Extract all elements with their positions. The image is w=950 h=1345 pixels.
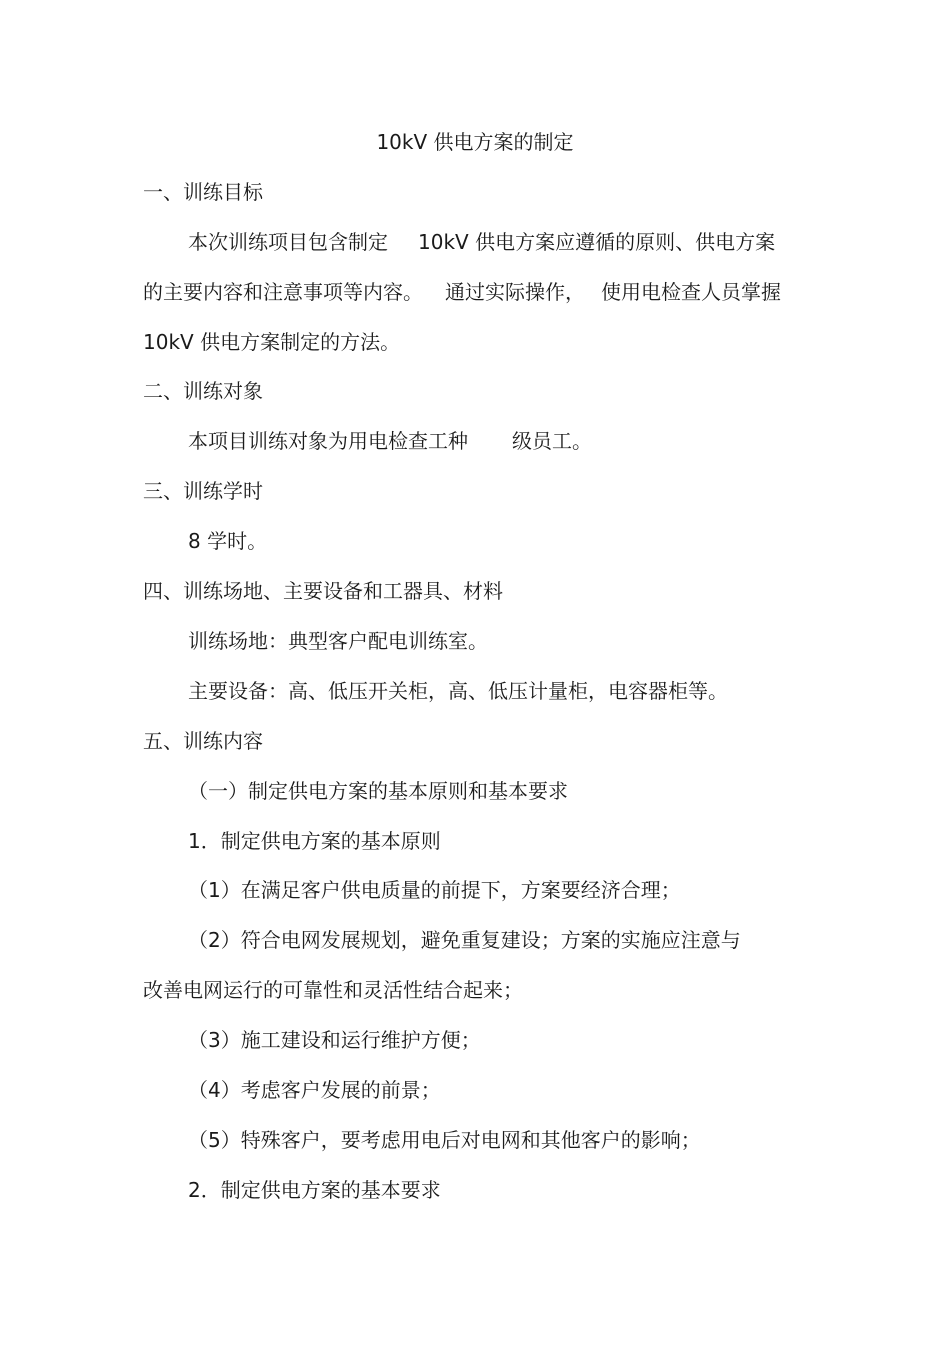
section-heading-5: 五、训练内容 — [143, 729, 263, 753]
text-span: 10kV 供电方案应遵循的原则、供电方案 — [418, 230, 776, 254]
section-heading-4: 四、训练场地、主要设备和工器具、材料 — [143, 579, 503, 603]
list-item: （4）考虑客户发展的前景； — [188, 1078, 441, 1102]
text-span: 级员工。 — [512, 429, 592, 453]
numbered-item: 1．制定供电方案的基本原则 — [188, 829, 441, 853]
section-heading-1: 一、训练目标 — [143, 180, 263, 204]
text-span: 使用电检查人员掌握 — [601, 280, 781, 304]
paragraph-line — [188, 229, 775, 255]
list-item: （5）特殊客户，要考虑用电后对电网和其他客户的影响； — [188, 1128, 701, 1152]
paragraph-line — [188, 428, 592, 454]
text-span: 的主要内容和注意事项等内容。 — [143, 280, 423, 304]
subsection-heading: （一）制定供电方案的基本原则和基本要求 — [188, 779, 568, 803]
numbered-item: 2．制定供电方案的基本要求 — [188, 1178, 441, 1202]
page-title: 10kV 供电方案的制定 — [376, 130, 574, 154]
text-span: 本次训练项目包含制定 — [188, 230, 388, 254]
section-heading-3: 三、训练学时 — [143, 479, 263, 503]
paragraph-line — [143, 279, 781, 305]
list-item: （2）符合电网发展规划，避免重复建设；方案的实施应注意与 — [188, 928, 741, 952]
list-item-continuation: 改善电网运行的可靠性和灵活性结合起来； — [143, 978, 523, 1002]
paragraph-line: 10kV 供电方案制定的方法。 — [143, 330, 401, 354]
text-span: 本项目训练对象为用电检查工种 — [188, 429, 468, 453]
list-item: （1）在满足客户供电质量的前提下，方案要经济合理； — [188, 878, 681, 902]
section-heading-2: 二、训练对象 — [143, 379, 263, 403]
text-span: 通过实际操作， — [445, 280, 585, 304]
list-item: （3）施工建设和运行维护方便； — [188, 1028, 481, 1052]
paragraph-line: 主要设备：高、低压开关柜，高、低压计量柜，电容器柜等。 — [188, 679, 728, 703]
paragraph-line: 8 学时。 — [188, 529, 268, 553]
paragraph-line: 训练场地：典型客户配电训练室。 — [188, 629, 488, 653]
